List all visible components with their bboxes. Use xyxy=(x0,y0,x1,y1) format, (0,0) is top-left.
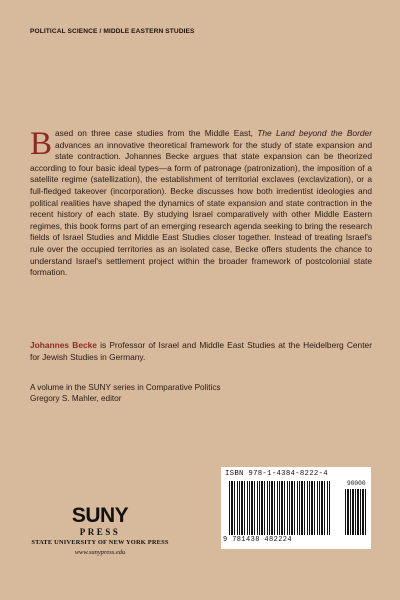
barcode xyxy=(221,467,371,549)
back-cover-blurb xyxy=(30,128,372,279)
author-bio xyxy=(30,340,372,363)
series-line: A volume in the SUNY series in Comparative Politics xyxy=(30,383,221,392)
blurb-lead: ased on three case studies from the Middle East, xyxy=(55,128,258,138)
price-code: 90000 xyxy=(347,480,366,487)
barcode-digits: 9 781438 482224 xyxy=(223,536,293,544)
series-editor: Gregory S. Mahler, editor xyxy=(30,394,122,403)
isbn-text: ISBN 978-1-4384-8222-4 xyxy=(225,470,328,478)
blurb-body: advances an innovative theoretical framework for the study of state expansion and state contraction. Johannes Becke argues that state expansion can be theorized according to four basic ideal types—a form of patronage (patronization), the imposition of a satellite regime (satellization), the establishment of territorial exclaves (exclavization), or a full-fledged takeover (incorporation). Becke discusses how both irredentist ideologies and political realities have shaped the dynamics of state expansion and state contraction in the recent history of each state. By studying Israel comparatively with other Middle Eastern regimes, this book forms part of an emerging research agenda seeking to bring the research fields of Israel Studies and Middle East Studies closer together. Instead of treating Israel's rule over the occupied territories as an isolated case, Becke offers students the chance to understand Israel's settlement project within the broader framework of postcolonial state formation. xyxy=(30,139,372,278)
drop-cap: B xyxy=(30,126,53,162)
barcode-bars xyxy=(229,481,331,535)
series-note xyxy=(30,382,372,404)
publisher-block xyxy=(30,505,170,558)
publisher-logo: SUNY xyxy=(71,504,129,527)
category-label: POLITICAL SCIENCE / MIDDLE EASTERN STUDIES xyxy=(30,28,195,35)
book-title: The Land beyond the Border xyxy=(257,128,372,138)
author-bio-text: is Professor of Israel and Middle East Studies at the Heidelberg Center for Jewish Studies in Germany. xyxy=(30,340,372,362)
publisher-press: PRESS xyxy=(79,527,121,537)
author-name: Johannes Becke xyxy=(30,340,97,350)
publisher-name: STATE UNIVERSITY OF NEW YORK PRESS xyxy=(31,539,169,546)
barcode-addon-bars xyxy=(345,489,366,535)
publisher-url: www.sunypress.edu xyxy=(74,549,126,556)
